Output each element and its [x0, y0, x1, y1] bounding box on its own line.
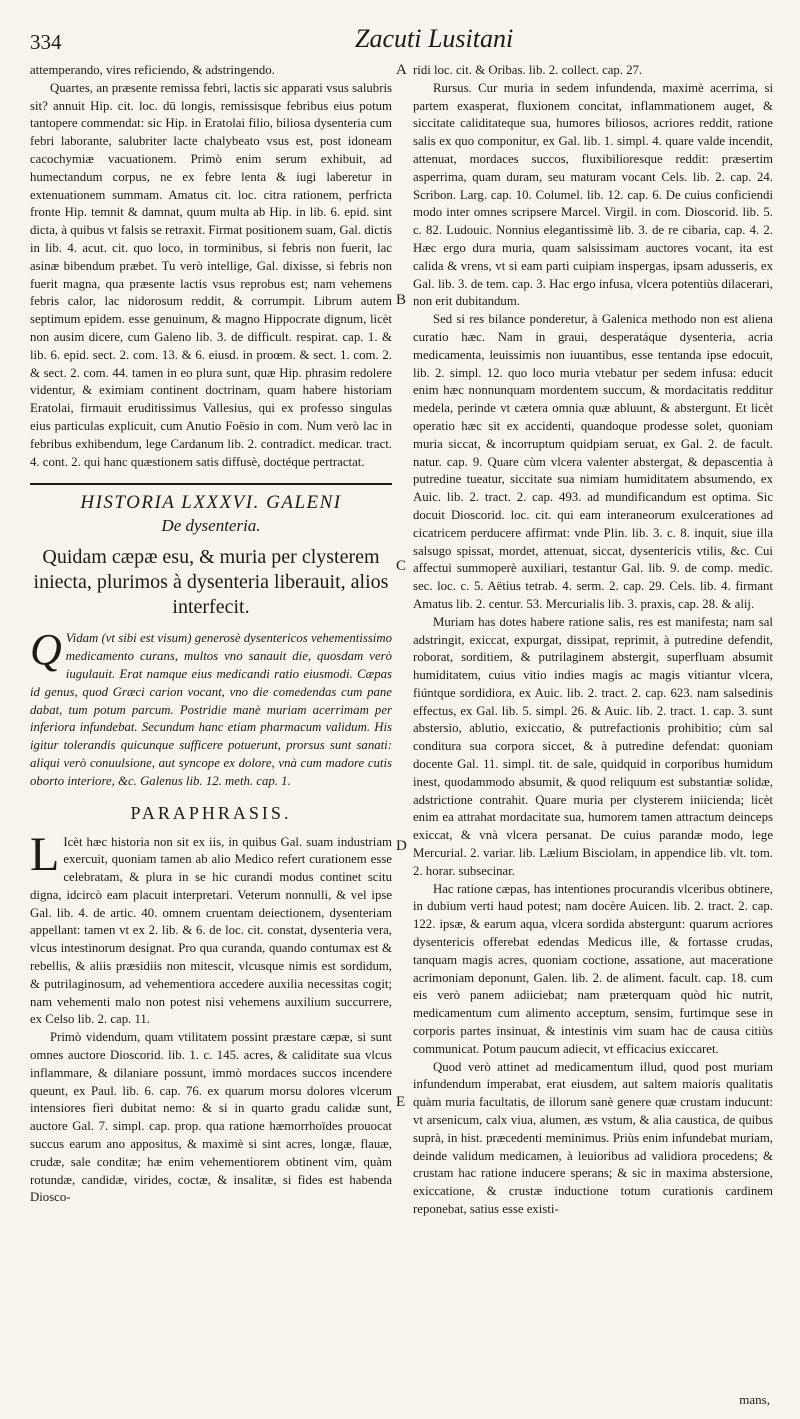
section-rule: [30, 483, 392, 485]
page-header: [30, 22, 770, 56]
left-paragraph-2: Quartes, an præsente remissa febri, lactis sic apparati vsus salubris sit? annuit Hip. cit. loc. dū longis, remissisque febribus eius potum tantopere commendat: sic Hip. in Eratolai filio, biliosa dysenteria cum febri laborante, salubriter lacte chalybeato vsus est, post idoneam cacochymiæ vacuationem. Primò enim serum exhibuit, ad humectandum corpus, ne ex febre lenta & iugi laberetur in extenuationem summam. Amatus cit. loc. citra rationem, perfricta fronte Hip. temnit & damnat, quum multa ab Hip. in lib. 6. epid. sint dicta, à quibus vt falsis se retraxit. Firmat positionem suam, Gal. dictis in lib. 4. acut. cit. quo loco, in torminibus, si febris non fuerit, lac asinæ bibendum præbet. Tu verò intellige, Gal. dixisse, si febris non fuerit magna, qua præsente lactis vsus reprobus est; nam vehemens febris calor, lac nidorosum reddit, & corrumpit. Librum autem septimum epidem. esse genuinum, & magno Hippocrate dignum, licèt non ausim dicere, cum Galeno lib. 3. de difficult. respirat. cap. 1. & lib. 6. epid. sect. 2. com. 13. & 6. eiusd. in proœm. & sect. 1. com. 2. & sect. 2. com. 44. tamen in eo plura sunt, quæ Hip. phrasim redolere videntur, & eximiam continent doctrinam, quam habere historiam Eratolai, firmauit eruditissimus Vallesius, qui ex professo singulas eius particulas explicuit, cum Anutio Foësio in com. Num verò lac in febribus exhibendum, lege Cardanum lib. 2. contradict. medicar. tract. 4. cont. 2. qui hanc quæstionem satis diffusè, doctéque pertractat.: [30, 80, 392, 469]
history-quote: [30, 625, 392, 790]
margin-letter-e: E: [396, 1094, 406, 1110]
history-summary: Quidam cæpæ esu, & muria per clysterem iniecta, plurimos à dysenteria liberauit, alios interfecit.: [33, 546, 389, 619]
margin-letter-a: A: [396, 62, 407, 78]
margin-letter-d: D: [396, 838, 407, 854]
paraphrasis-heading: PARAPHRASIS.: [130, 802, 292, 823]
history-subtitle: De dysenteria.: [161, 516, 261, 536]
paraphrasis-drop-initial: L: [30, 827, 60, 881]
right-paragraph-4: Muriam has dotes habere ratione salis, res est manifesta; nam sal adstringit, exiccat, expurgat, dissipat, reprimit, à putredine defendit, roborat, sorditiem, & putrilaginem abstergit, superfluam absumit humiditatem, cuius vitio indies magis ac magis vitiantur vlcera, fiúntque sordidiora, ex Auic. lib. 2. tract. 2. cap. 623. nam salsedinis effectus, ex Gal. lib. 5. simpl. 26. & Auic. lib. 2. tract. 1. cap. 3. sunt abstersio, ablutio, exiccatio, & putrefactionis prohibitio; cùm sal conditura sua corpora siccet, & à putredine defendat: quoniam docente Gal. 11. simpl. tit. de sale, quidquid in corporibus humidum inest, quodammodo absumit, & quod reliquum est substantiæ solidæ, adstrictione contrahit. Quare muria per clysterem iniicienda; licèt enim ea attrahat mordacitate sua, humorem tamen attractum deinceps exiccat, & vnà vlcera persanat. De cuius parandæ modo, lege Mercurial. 2. variar. lib. Lælium Bisciolam, in appendice lib. vlt. tom. 2. horar. subsecinar.: [413, 614, 773, 878]
right-paragraph-6: Quod verò attinet ad medicamentum illud, quod post muriam infundendum imperabat, erat eiusdem, aut saltem maioris qualitatis quàm muria facultatis, de illorum sanè genere quæ crustam inducunt: vt arsenicum, calx viua, alumen, æs vstum, & alia caustica, de quibus suprà, in hist. præcedenti meminimus. Priùs enim infundebat muriam, deinde validum medicamen, à leuioribus ad validiora procedens; & crustam hac ratione inducere sperans; & sic in maxima abstersione, exiccatione, & crustæ inductione totum curationis cardinem reponebat, satius esse existi-: [413, 1059, 773, 1216]
catchword: mans,: [739, 1392, 770, 1407]
running-title: Zacuti Lusitani: [355, 24, 514, 53]
history-title: HISTORIA LXXXVI. GALENI: [80, 492, 342, 514]
paraphrasis-text-1: Icèt hæc historia non sit ex iis, in quibus Gal. suam industriam exercuit, quoniam tamen ab alio Medico refert curationem esse celebratam, & plura in se hic curandi modus continet scitu digna, idcircò eam placuit interpretari. Veterum nonnulli, & vel ipse Gal. lib. 4. de artic. 40. omnem cruentam deiectionem, dysenteriam appellant: tamen vt ex 2. lib. & 6. de loc. cit. constat, dysenteria vera, vlcus intestinorum designat. Pro qua curanda, quando contumax est & rebellis, & aliis præsidiis non mitescit, vlcusque nimis est sordidum, & putrilaginosum, ad vehementiora accedere auxilia necessitas cogit; nam vehementi malo non potest nisi vehemens auxilium succurrere, ex Celso lib. 2. cap. 11.: [30, 834, 392, 1027]
right-paragraph-3: Sed si res bilance ponderetur, à Galenica methodo non est aliena curatio hæc. Nam in graui, desperatáque dysenteria, acria medicamenta, leuissimis non iuuantibus, esse tentanda ipse edocuit, lib. 2. simpl. 12. quo loco muria vtebatur per sedem infusa: educit enim hæc nonnunquam mordentem succum, & mordacitatis redditur medela, perinde vt cætera omnia quæ abluunt, & abstergunt. Et licèt operatio hæc sit ex accidenti, quandoque prodesse solet, quoniam muria siccat, & incorruptum quidpiam seruat, ex Gal. 2. de facult. natur. cap. 9. Quare cùm vlcera valenter abstergat, & depascentia à putredine tueatur, siccitate sua nimiam humiditatem absumendo, ex Auic. lib. 2. tract. 2. cap. 493. ad mundificandum est optima. Sic docuit Dioscorid. loc. cit. qui eam interaneorum exulcerationes ad cicatricem perducere affirmat: vnde Plin. lib. 3. c. 8. inquit, siue illa salsugo spissat, mordet, attenuat, siccat, dysentericis vtilis, &c. Cui affectui summoperè auxiliari, testantur Gal. lib. 9. de comp. medic. sec. loc. c. 5. Aëtius tetrab. 4. serm. 2. cap. 29. Cels. lib. 4. firmant Amatus lib. 2. centur. 53. Mercurialis lib. 3. praxis, cap. 28. & alij.: [413, 312, 773, 611]
page-number: 334: [30, 30, 62, 54]
right-paragraph-2: Rursus. Cur muria in sedem infundenda, maximè acerrima, si partem exasperat, fluxionem concitat, inflammationem auget, & siccitate caliditateque sua, humores biliosos, acriores reddit, ratione salis ex quo componitur, ex Gal. lib. 1. simpl. 4. quare valde incendit, attenuat, mordaces succos, fluxibilioresque reddit: præsertim asperrima, quam duram, seu maturam vocant Cels. lib. 2. cap. 24. Scribon. Larg. cap. 10. Columel. lib. 12. cap. 6. De cuius conficiendi modo inter omnes scripsere Marcel. Virgil. in com. Dioscorid. lib. 5. c. 82. Ludouic. Nonnius elegantissimè lib. 3. de re cibaria, cap. 4. 2. Hæc ergo dura muria, quam salsissimam auctores vocant, ita est calida & vrens, vt si eam parti cuipiam inspergas, ipsam adusseris, ex Gal. lib. 3. de tem. cap. 3. Hac ergo infusa, vlcera potentiùs dilacerari, non erit dubitandum.: [413, 80, 773, 309]
paraphrasis-paragraph-2: Primò videndum, quam vtilitatem possint præstare cæpæ, si sunt omnes auctore Dioscorid. lib. 1. c. 145. acres, & caliditate sua vlcus inflammare, & dilaniare possunt, immò mordaces succos incendere queunt, ex Paul. lib. 6. cap. 76. ex quarum morsu dolores vlcerum intensiores fieri dubitat nemo: & si in quarto gradu calidæ sunt, auctore Gal. 7. simpl. cap. prop. qua ratione hæmorrhoïdes prouocat succus earum ano appositus, & maximè si sint acres, longæ, flauæ, crudæ, sale conditæ; hæ enim vehementiorem obtinent vim, quàm rotundæ, candidæ, virides, coctæ, & insalitæ, si fides est habenda Diosco-: [30, 1030, 392, 1205]
paraphrasis-paragraph-1: [30, 827, 392, 1030]
right-column: [413, 62, 773, 1219]
quote-text: Vidam (vt sibi est visum) generosè dysentericos vehementissimo medicamento curans, multos vno sanauit die, quosdam verò iugulauit. Erat namque eius medicandi ratio eiusmodi. Cæpas id genus, quod Græci carion vocant, vno die comedendas cum pane dabat, tum potum parcum. Postridie manè muriam acerrimam per inferiora infundebat. Secundum hanc etiam pharmacum validum. His igitur tolerandis quicunque sufficere potuerunt, prorsus sunt sanati: aliqui verò conuulsione, aut syncope ex dolore, vnà cum madore cutis oborto interiore, &c. Galenus lib. 12. meth. cap. 1.: [30, 631, 392, 788]
margin-letter-c: C: [396, 558, 407, 574]
margin-letter-b: B: [396, 292, 407, 308]
right-paragraph-1: ridi loc. cit. & Oribas. lib. 2. collect. cap. 27.: [413, 63, 643, 77]
right-paragraph-5: Hac ratione cæpas, has intentiones procurandis vlceribus obtinere, in dubium verti haud potest; nam docère Auicen. lib. 2. tract. 2. cap. 122. ipsæ, & earum aqua, vlcera sordida abstergunt: quarum acriores dysentericis offerebat edendas Medicus ille, & fortasse crudas, tanquam magis acres, quoniam coctione, assatione, aut maceratione acrimoniam deponunt, Galen. lib. 2. de aliment. facult. cap. 18. cum eis verò panem adiiciebat; nam præterquam quòd hic nutrit, medicamentum cum alimento acceptum, sensim, furtimque sese in corporis partes insinuat, & intestinis vim suam hac de causa citiùs communicat. Potum paucum adiecit, vt efficacius exiccaret.: [413, 881, 773, 1056]
left-column: [30, 62, 392, 1207]
left-paragraph-1: attemperando, vires reficiendo, & adstringendo.: [30, 63, 275, 77]
quote-drop-initial: Q: [30, 625, 62, 675]
